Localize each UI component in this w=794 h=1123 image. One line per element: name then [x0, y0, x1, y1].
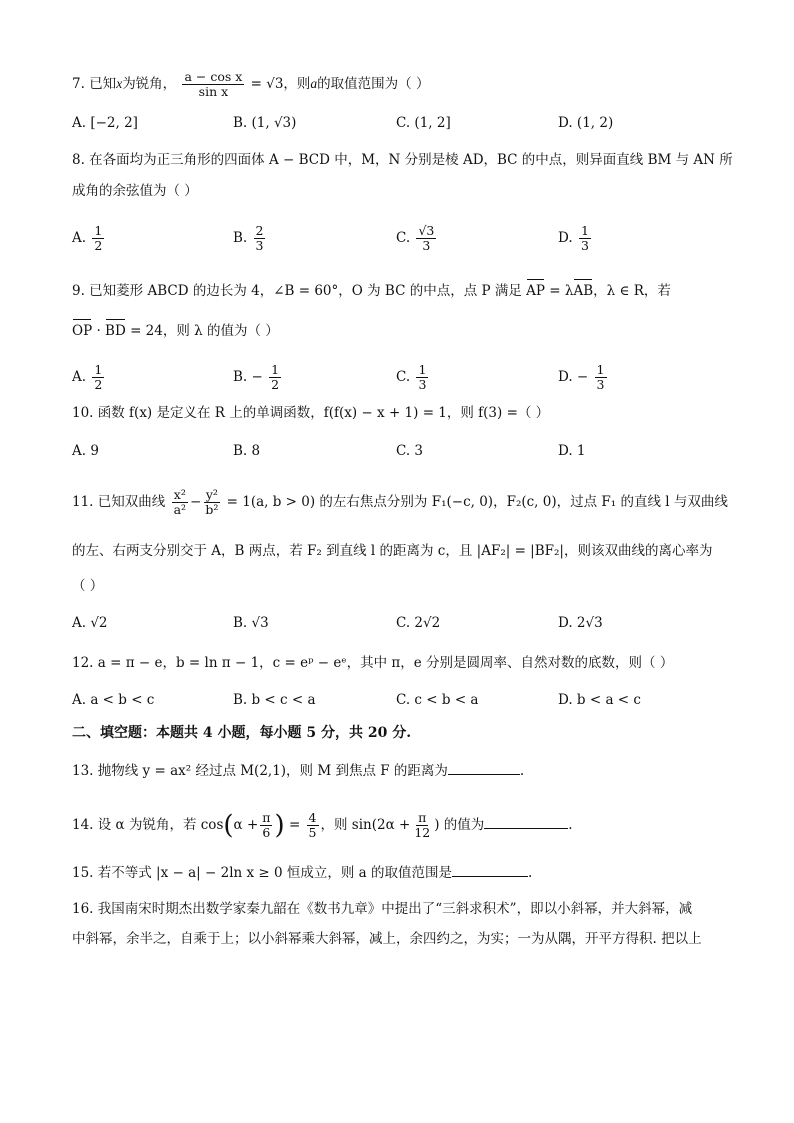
fraction-denominator: 2: [94, 238, 103, 253]
fraction-numerator: π: [418, 810, 427, 825]
option-label: A.: [72, 369, 87, 385]
math-expression: = √3: [250, 76, 284, 92]
fraction-numerator: 2: [255, 223, 264, 238]
question-text: .: [519, 763, 525, 779]
fraction-numerator: π: [262, 810, 271, 825]
option-c: C. (1, 2]: [396, 115, 451, 131]
question-15: [72, 862, 532, 883]
fraction-denominator: 6: [262, 825, 271, 840]
math-expression: α +: [233, 817, 259, 833]
option-label: C.: [396, 230, 411, 246]
option-b: B. 8: [233, 443, 261, 459]
fraction-denominator: 3: [422, 238, 431, 253]
vector-op: OP: [72, 323, 93, 339]
option-a: A. [−2, 2]: [72, 115, 138, 131]
question-14: [72, 811, 573, 840]
math-operator: =: [288, 817, 301, 833]
option-d: [558, 363, 609, 392]
section-heading: 二、填空题：本题共 4 小题，每小题 5 分，共 20 分.: [72, 725, 412, 741]
fraction-denominator: 5: [308, 825, 317, 840]
vector-bd: BD: [105, 323, 126, 339]
fraction: [307, 811, 319, 840]
question-16-line2: 中斜幂，余半之，自乘于上；以小斜幂乘大斜幂，减上，余四约之，为实；一为从隅，开平方得积. 把以上: [72, 931, 702, 947]
fraction-denominator: b²: [205, 502, 219, 517]
option-d: D. 2√3: [558, 615, 603, 631]
fraction-numerator: 1: [596, 362, 605, 377]
option-b: [233, 224, 267, 253]
question-text: .: [568, 817, 573, 833]
option-label: B.: [233, 230, 248, 246]
answer-blank[interactable]: [484, 814, 568, 829]
fraction: [182, 70, 244, 99]
question-text: 的取值范围为（ ）: [317, 76, 430, 92]
fraction: [412, 811, 432, 840]
question-text: 11. 已知双曲线: [72, 494, 166, 510]
fraction-denominator: sin x: [198, 84, 229, 99]
fraction: [92, 363, 104, 392]
question-8-line1: 8. 在各面均为正三角形的四面体 A − BCD 中，M，N 分别是棱 AD，BC 的中点，则异面直线 BM 与 AN 所: [72, 152, 733, 168]
option-c: [396, 224, 438, 253]
fraction-numerator: y²: [205, 487, 218, 502]
option-a: [72, 363, 106, 392]
question-text: ，则: [283, 76, 311, 92]
question-text: ，则 sin(2α +: [320, 817, 411, 833]
fraction-numerator: 1: [94, 223, 103, 238]
question-text: .: [528, 865, 533, 881]
option-label: D.: [558, 230, 573, 246]
question-9-line2: [72, 321, 279, 341]
question-text: 为锐角，: [122, 76, 177, 92]
vector-ab: AB: [573, 283, 594, 299]
option-b: B. √3: [233, 615, 269, 631]
fraction: [203, 488, 220, 517]
option-c: C. 2√2: [396, 615, 441, 631]
fraction: [92, 224, 104, 253]
question-number: 7.: [72, 76, 85, 92]
fraction-numerator: 1: [94, 362, 103, 377]
question-text: 14. 设 α 为锐角，若 cos: [72, 817, 224, 833]
fraction: [416, 363, 428, 392]
option-c: C. c < b < a: [396, 692, 479, 708]
fraction-denominator: 12: [414, 825, 431, 840]
option-b: [233, 363, 283, 392]
option-a: A. 9: [72, 443, 99, 459]
option-b: B. (1, √3): [233, 115, 297, 131]
fraction-numerator: 1: [580, 223, 589, 238]
option-d: D. (1, 2): [558, 115, 614, 131]
option-c: C. 3: [396, 443, 424, 459]
math-paren: (: [223, 810, 234, 841]
fraction-numerator: 4: [308, 810, 317, 825]
math-paren: ): [274, 810, 285, 841]
math-var: a: [310, 76, 318, 91]
fraction-denominator: 3: [580, 238, 589, 253]
fraction: [595, 363, 607, 392]
question-7: [72, 70, 429, 99]
option-d: D. b < a < c: [558, 692, 641, 708]
fraction: [172, 488, 188, 517]
option-label: A.: [72, 230, 87, 246]
option-b: B. b < c < a: [233, 692, 316, 708]
fraction-denominator: 3: [596, 377, 605, 392]
answer-blank[interactable]: [448, 760, 520, 775]
fraction: [260, 811, 272, 840]
question-9-line1: [72, 281, 671, 301]
math-operator: −: [190, 494, 202, 510]
math-var: x: [116, 76, 123, 91]
fraction-numerator: x²: [173, 487, 186, 502]
fraction: [579, 224, 591, 253]
math-operator: ·: [92, 323, 106, 339]
question-12: 12. a = π − e，b = ln π − 1，c = eᵖ − eᵉ，其中 π，e 分别是圆周率、自然对数的底数，则（ ）: [72, 655, 674, 671]
option-label: B. −: [233, 369, 263, 385]
option-label: C.: [396, 369, 411, 385]
fraction-numerator: 1: [271, 362, 280, 377]
option-label: D. −: [558, 369, 589, 385]
question-text: = 1(a, b > 0) 的左右焦点分别为 F₁(−c, 0)，F₂(c, 0)，过点 F₁ 的直线 l 与双曲线: [226, 494, 728, 510]
question-text: ，λ ∈ R，若: [593, 283, 671, 299]
option-a: [72, 224, 106, 253]
fraction-denominator: 3: [255, 238, 264, 253]
fraction: [254, 224, 266, 253]
answer-blank[interactable]: [452, 862, 528, 877]
question-11-line1: [72, 488, 728, 517]
option-d: D. 1: [558, 443, 586, 459]
question-10: 10. 函数 f(x) 是定义在 R 上的单调函数，f(f(x) − x + 1) = 1，则 f(3) =（ ）: [72, 405, 550, 421]
fraction-numerator: a − cos x: [184, 69, 243, 84]
fraction: [269, 363, 281, 392]
question-text: 13. 抛物线 y = ax² 经过点 M(2,1)，则 M 到焦点 F 的距离为: [72, 763, 448, 779]
question-13: [72, 760, 524, 781]
vector-ap: AP: [526, 283, 546, 299]
question-11-line2: 的左、右两支分别交于 A，B 两点，若 F₂ 到直线 l 的距离为 c，且 |AF₂| = |BF₂|，则该双曲线的离心率为: [72, 543, 713, 559]
question-text: ) 的值为: [434, 817, 485, 833]
fraction: [416, 224, 436, 253]
option-a: A. a < b < c: [72, 692, 155, 708]
option-c: [396, 363, 430, 392]
fraction-denominator: 2: [271, 377, 280, 392]
fraction-denominator: 3: [418, 377, 427, 392]
question-8-line2: 成角的余弦值为（ ）: [72, 183, 198, 199]
fraction-denominator: a²: [173, 502, 187, 517]
option-d: [558, 224, 593, 253]
fraction-numerator: 1: [418, 362, 427, 377]
option-a: A. √2: [72, 615, 108, 631]
question-text: = 24，则 λ 的值为（ ）: [125, 323, 279, 339]
question-text: 15. 若不等式 |x − a| − 2ln x ≥ 0 恒成立，则 a 的取值范围是: [72, 865, 453, 881]
fraction-denominator: 2: [94, 377, 103, 392]
question-16-line1: 16. 我国南宋时期杰出数学家秦九韶在《数书九章》中提出了“三斜求积术”，即以小斜幂，并大斜幂，减: [72, 901, 693, 917]
question-text: 已知: [89, 76, 117, 92]
fraction-numerator: √3: [418, 223, 435, 238]
question-11-line3: （ ）: [72, 578, 104, 594]
question-text: 9. 已知菱形 ABCD 的边长为 4，∠B = 60°，O 为 BC 的中点，点 P 满足: [72, 283, 527, 299]
math-expression: = λ: [545, 283, 574, 299]
